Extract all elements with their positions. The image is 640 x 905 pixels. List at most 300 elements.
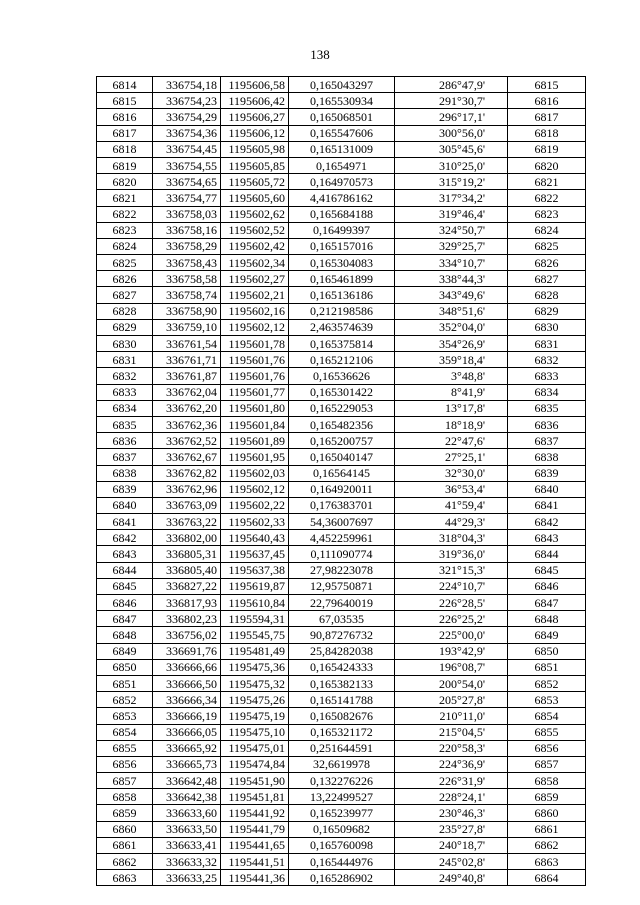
direction-angle-cell: 8°41,9' — [395, 384, 508, 400]
point-cell: 6834 — [97, 400, 153, 416]
point-cell: 6847 — [97, 611, 153, 627]
y-coordinate-cell: 1195601,89 — [221, 433, 289, 449]
next-point-cell: 6835 — [508, 400, 586, 416]
point-cell: 6832 — [97, 368, 153, 384]
point-cell: 6841 — [97, 514, 153, 530]
direction-angle-cell: 300°56,0' — [395, 125, 508, 141]
point-cell: 6849 — [97, 643, 153, 659]
x-coordinate-cell: 336805,31 — [153, 546, 221, 562]
next-point-cell: 6821 — [508, 174, 586, 190]
point-cell: 6836 — [97, 433, 153, 449]
distance-cell: 0,165304083 — [289, 255, 395, 271]
next-point-cell: 6830 — [508, 319, 586, 335]
point-cell: 6850 — [97, 659, 153, 675]
next-point-cell: 6842 — [508, 514, 586, 530]
point-cell: 6828 — [97, 303, 153, 319]
direction-angle-cell: 338°44,3' — [395, 271, 508, 287]
next-point-cell: 6819 — [508, 141, 586, 157]
direction-angle-cell: 286°47,9' — [395, 77, 508, 93]
y-coordinate-cell: 1195610,84 — [221, 595, 289, 611]
point-cell: 6852 — [97, 692, 153, 708]
y-coordinate-cell: 1195637,45 — [221, 546, 289, 562]
distance-cell: 0,165461899 — [289, 271, 395, 287]
table-row — [97, 368, 586, 384]
table-row — [97, 837, 586, 853]
next-point-cell: 6832 — [508, 352, 586, 368]
x-coordinate-cell: 336758,74 — [153, 287, 221, 303]
point-cell: 6821 — [97, 190, 153, 206]
x-coordinate-cell: 336758,90 — [153, 303, 221, 319]
next-point-cell: 6853 — [508, 692, 586, 708]
x-coordinate-cell: 336633,25 — [153, 870, 221, 886]
x-coordinate-cell: 336758,03 — [153, 206, 221, 222]
table-row — [97, 789, 586, 805]
table-row — [97, 708, 586, 724]
direction-angle-cell: 224°36,9' — [395, 756, 508, 772]
distance-cell: 27,98223078 — [289, 562, 395, 578]
next-point-cell: 6829 — [508, 303, 586, 319]
table-row — [97, 773, 586, 789]
next-point-cell: 6823 — [508, 206, 586, 222]
direction-angle-cell: 354°26,9' — [395, 336, 508, 352]
next-point-cell: 6839 — [508, 465, 586, 481]
distance-cell: 0,251644591 — [289, 740, 395, 756]
distance-cell: 0,1654971 — [289, 157, 395, 173]
table-row — [97, 336, 586, 352]
x-coordinate-cell: 336754,77 — [153, 190, 221, 206]
table-row — [97, 319, 586, 335]
point-cell: 6851 — [97, 675, 153, 691]
x-coordinate-cell: 336642,48 — [153, 773, 221, 789]
point-cell: 6861 — [97, 837, 153, 853]
point-cell: 6823 — [97, 222, 153, 238]
direction-angle-cell: 291°30,7' — [395, 93, 508, 109]
distance-cell: 2,463574639 — [289, 319, 395, 335]
direction-angle-cell: 329°25,7' — [395, 238, 508, 254]
y-coordinate-cell: 1195602,12 — [221, 481, 289, 497]
point-cell: 6853 — [97, 708, 153, 724]
y-coordinate-cell: 1195602,12 — [221, 319, 289, 335]
x-coordinate-cell: 336758,58 — [153, 271, 221, 287]
x-coordinate-cell: 336633,60 — [153, 805, 221, 821]
direction-angle-cell: 13°17,8' — [395, 400, 508, 416]
distance-cell: 4,416786162 — [289, 190, 395, 206]
direction-angle-cell: 317°34,2' — [395, 190, 508, 206]
y-coordinate-cell: 1195601,95 — [221, 449, 289, 465]
direction-angle-cell: 324°50,7' — [395, 222, 508, 238]
table-row — [97, 287, 586, 303]
y-coordinate-cell: 1195451,81 — [221, 789, 289, 805]
distance-cell: 0,165157016 — [289, 238, 395, 254]
next-point-cell: 6825 — [508, 238, 586, 254]
x-coordinate-cell: 336817,93 — [153, 595, 221, 611]
next-point-cell: 6855 — [508, 724, 586, 740]
next-point-cell: 6849 — [508, 627, 586, 643]
next-point-cell: 6840 — [508, 481, 586, 497]
direction-angle-cell: 27°25,1' — [395, 449, 508, 465]
table-row — [97, 384, 586, 400]
y-coordinate-cell: 1195545,75 — [221, 627, 289, 643]
point-cell: 6854 — [97, 724, 153, 740]
distance-cell: 0,212198586 — [289, 303, 395, 319]
point-cell: 6843 — [97, 546, 153, 562]
table-row — [97, 692, 586, 708]
point-cell: 6838 — [97, 465, 153, 481]
distance-cell: 0,165760098 — [289, 837, 395, 853]
direction-angle-cell: 18°18,9' — [395, 416, 508, 432]
direction-angle-cell: 44°29,3' — [395, 514, 508, 530]
page-number: 138 — [310, 47, 330, 62]
next-point-cell: 6815 — [508, 77, 586, 93]
x-coordinate-cell: 336761,54 — [153, 336, 221, 352]
y-coordinate-cell: 1195451,90 — [221, 773, 289, 789]
point-cell: 6822 — [97, 206, 153, 222]
table-row — [97, 109, 586, 125]
distance-cell: 0,165131009 — [289, 141, 395, 157]
y-coordinate-cell: 1195601,80 — [221, 400, 289, 416]
x-coordinate-cell: 336633,41 — [153, 837, 221, 853]
table-row — [97, 756, 586, 772]
next-point-cell: 6838 — [508, 449, 586, 465]
direction-angle-cell: 228°24,1' — [395, 789, 508, 805]
point-cell: 6814 — [97, 77, 153, 93]
y-coordinate-cell: 1195602,03 — [221, 465, 289, 481]
x-coordinate-cell: 336666,19 — [153, 708, 221, 724]
y-coordinate-cell: 1195475,36 — [221, 659, 289, 675]
distance-cell: 0,165321172 — [289, 724, 395, 740]
distance-cell: 0,165286902 — [289, 870, 395, 886]
direction-angle-cell: 3°48,8' — [395, 368, 508, 384]
distance-cell: 25,84282038 — [289, 643, 395, 659]
distance-cell: 0,165482356 — [289, 416, 395, 432]
x-coordinate-cell: 336758,16 — [153, 222, 221, 238]
table-row — [97, 821, 586, 837]
y-coordinate-cell: 1195475,10 — [221, 724, 289, 740]
point-cell: 6819 — [97, 157, 153, 173]
distance-cell: 13,22499527 — [289, 789, 395, 805]
direction-angle-cell: 200°54,0' — [395, 675, 508, 691]
y-coordinate-cell: 1195475,19 — [221, 708, 289, 724]
y-coordinate-cell: 1195606,12 — [221, 125, 289, 141]
x-coordinate-cell: 336666,34 — [153, 692, 221, 708]
direction-angle-cell: 226°31,9' — [395, 773, 508, 789]
table-row — [97, 449, 586, 465]
table-row — [97, 497, 586, 513]
x-coordinate-cell: 336666,50 — [153, 675, 221, 691]
x-coordinate-cell: 336762,04 — [153, 384, 221, 400]
distance-cell: 0,165068501 — [289, 109, 395, 125]
table-row — [97, 352, 586, 368]
distance-cell: 0,16499397 — [289, 222, 395, 238]
x-coordinate-cell: 336754,29 — [153, 109, 221, 125]
distance-cell: 90,87276732 — [289, 627, 395, 643]
x-coordinate-cell: 336762,20 — [153, 400, 221, 416]
y-coordinate-cell: 1195605,98 — [221, 141, 289, 157]
next-point-cell: 6848 — [508, 611, 586, 627]
table-row — [97, 416, 586, 432]
x-coordinate-cell: 336754,18 — [153, 77, 221, 93]
direction-angle-cell: 348°51,6' — [395, 303, 508, 319]
next-point-cell: 6854 — [508, 708, 586, 724]
distance-cell: 0,165082676 — [289, 708, 395, 724]
distance-cell: 0,164970573 — [289, 174, 395, 190]
point-cell: 6840 — [97, 497, 153, 513]
direction-angle-cell: 334°10,7' — [395, 255, 508, 271]
table-row — [97, 530, 586, 546]
table-row — [97, 611, 586, 627]
y-coordinate-cell: 1195601,84 — [221, 416, 289, 432]
table-row — [97, 659, 586, 675]
distance-cell: 0,165530934 — [289, 93, 395, 109]
direction-angle-cell: 196°08,7' — [395, 659, 508, 675]
y-coordinate-cell: 1195602,34 — [221, 255, 289, 271]
direction-angle-cell: 230°46,3' — [395, 805, 508, 821]
next-point-cell: 6860 — [508, 805, 586, 821]
y-coordinate-cell: 1195474,84 — [221, 756, 289, 772]
next-point-cell: 6864 — [508, 870, 586, 886]
y-coordinate-cell: 1195441,36 — [221, 870, 289, 886]
table-row — [97, 174, 586, 190]
next-point-cell: 6841 — [508, 497, 586, 513]
x-coordinate-cell: 336763,09 — [153, 497, 221, 513]
x-coordinate-cell: 336754,65 — [153, 174, 221, 190]
point-cell: 6857 — [97, 773, 153, 789]
table-row — [97, 93, 586, 109]
point-cell: 6862 — [97, 854, 153, 870]
coordinates-table — [96, 76, 586, 886]
direction-angle-cell: 343°49,6' — [395, 287, 508, 303]
direction-angle-cell: 249°40,8' — [395, 870, 508, 886]
distance-cell: 4,452259961 — [289, 530, 395, 546]
table-row — [97, 222, 586, 238]
table-row — [97, 433, 586, 449]
distance-cell: 0,165684188 — [289, 206, 395, 222]
point-cell: 6856 — [97, 756, 153, 772]
x-coordinate-cell: 336762,36 — [153, 416, 221, 432]
y-coordinate-cell: 1195594,31 — [221, 611, 289, 627]
next-point-cell: 6818 — [508, 125, 586, 141]
x-coordinate-cell: 336802,23 — [153, 611, 221, 627]
direction-angle-cell: 240°18,7' — [395, 837, 508, 853]
x-coordinate-cell: 336666,05 — [153, 724, 221, 740]
distance-cell: 0,16509682 — [289, 821, 395, 837]
distance-cell: 0,165043297 — [289, 77, 395, 93]
point-cell: 6844 — [97, 562, 153, 578]
x-coordinate-cell: 336827,22 — [153, 578, 221, 594]
x-coordinate-cell: 336691,76 — [153, 643, 221, 659]
y-coordinate-cell: 1195602,52 — [221, 222, 289, 238]
distance-cell: 0,164920011 — [289, 481, 395, 497]
y-coordinate-cell: 1195441,79 — [221, 821, 289, 837]
distance-cell: 67,03535 — [289, 611, 395, 627]
direction-angle-cell: 225°00,0' — [395, 627, 508, 643]
table-row — [97, 546, 586, 562]
y-coordinate-cell: 1195602,27 — [221, 271, 289, 287]
table-row — [97, 514, 586, 530]
distance-cell: 0,165040147 — [289, 449, 395, 465]
point-cell: 6818 — [97, 141, 153, 157]
y-coordinate-cell: 1195605,72 — [221, 174, 289, 190]
next-point-cell: 6852 — [508, 675, 586, 691]
next-point-cell: 6850 — [508, 643, 586, 659]
point-cell: 6825 — [97, 255, 153, 271]
direction-angle-cell: 305°45,6' — [395, 141, 508, 157]
next-point-cell: 6820 — [508, 157, 586, 173]
table-row — [97, 238, 586, 254]
table-row — [97, 190, 586, 206]
table-row — [97, 77, 586, 93]
y-coordinate-cell: 1195637,38 — [221, 562, 289, 578]
next-point-cell: 6837 — [508, 433, 586, 449]
direction-angle-cell: 220°58,3' — [395, 740, 508, 756]
point-cell: 6839 — [97, 481, 153, 497]
y-coordinate-cell: 1195602,62 — [221, 206, 289, 222]
table-row — [97, 627, 586, 643]
point-cell: 6817 — [97, 125, 153, 141]
table-row — [97, 400, 586, 416]
direction-angle-cell: 296°17,1' — [395, 109, 508, 125]
table-row — [97, 870, 586, 886]
next-point-cell: 6834 — [508, 384, 586, 400]
y-coordinate-cell: 1195605,60 — [221, 190, 289, 206]
x-coordinate-cell: 336763,22 — [153, 514, 221, 530]
distance-cell: 0,176383701 — [289, 497, 395, 513]
next-point-cell: 6843 — [508, 530, 586, 546]
point-cell: 6824 — [97, 238, 153, 254]
point-cell: 6827 — [97, 287, 153, 303]
y-coordinate-cell: 1195601,78 — [221, 336, 289, 352]
point-cell: 6860 — [97, 821, 153, 837]
next-point-cell: 6844 — [508, 546, 586, 562]
next-point-cell: 6822 — [508, 190, 586, 206]
point-cell: 6855 — [97, 740, 153, 756]
direction-angle-cell: 226°28,5' — [395, 595, 508, 611]
table-row — [97, 125, 586, 141]
point-cell: 6837 — [97, 449, 153, 465]
x-coordinate-cell: 336666,66 — [153, 659, 221, 675]
table-row — [97, 740, 586, 756]
direction-angle-cell: 318°04,3' — [395, 530, 508, 546]
x-coordinate-cell: 336633,32 — [153, 854, 221, 870]
direction-angle-cell: 22°47,6' — [395, 433, 508, 449]
x-coordinate-cell: 336805,40 — [153, 562, 221, 578]
point-cell: 6846 — [97, 595, 153, 611]
table-row — [97, 595, 586, 611]
table-row — [97, 303, 586, 319]
y-coordinate-cell: 1195602,33 — [221, 514, 289, 530]
next-point-cell: 6833 — [508, 368, 586, 384]
distance-cell: 0,165547606 — [289, 125, 395, 141]
x-coordinate-cell: 336633,50 — [153, 821, 221, 837]
distance-cell: 0,165301422 — [289, 384, 395, 400]
distance-cell: 0,165239977 — [289, 805, 395, 821]
direction-angle-cell: 210°11,0' — [395, 708, 508, 724]
next-point-cell: 6827 — [508, 271, 586, 287]
x-coordinate-cell: 336665,73 — [153, 756, 221, 772]
point-cell: 6831 — [97, 352, 153, 368]
y-coordinate-cell: 1195441,65 — [221, 837, 289, 853]
direction-angle-cell: 41°59,4' — [395, 497, 508, 513]
y-coordinate-cell: 1195602,42 — [221, 238, 289, 254]
distance-cell: 0,165375814 — [289, 336, 395, 352]
table-row — [97, 157, 586, 173]
y-coordinate-cell: 1195475,01 — [221, 740, 289, 756]
point-cell: 6820 — [97, 174, 153, 190]
point-cell: 6835 — [97, 416, 153, 432]
direction-angle-cell: 215°04,5' — [395, 724, 508, 740]
next-point-cell: 6824 — [508, 222, 586, 238]
direction-angle-cell: 319°36,0' — [395, 546, 508, 562]
next-point-cell: 6826 — [508, 255, 586, 271]
x-coordinate-cell: 336762,96 — [153, 481, 221, 497]
direction-angle-cell: 205°27,8' — [395, 692, 508, 708]
direction-angle-cell: 359°18,4' — [395, 352, 508, 368]
next-point-cell: 6862 — [508, 837, 586, 853]
point-cell: 6830 — [97, 336, 153, 352]
x-coordinate-cell: 336754,55 — [153, 157, 221, 173]
y-coordinate-cell: 1195602,16 — [221, 303, 289, 319]
point-cell: 6826 — [97, 271, 153, 287]
direction-angle-cell: 224°10,7' — [395, 578, 508, 594]
next-point-cell: 6856 — [508, 740, 586, 756]
table-row — [97, 271, 586, 287]
x-coordinate-cell: 336762,67 — [153, 449, 221, 465]
x-coordinate-cell: 336665,92 — [153, 740, 221, 756]
direction-angle-cell: 321°15,3' — [395, 562, 508, 578]
x-coordinate-cell: 336762,82 — [153, 465, 221, 481]
direction-angle-cell: 226°25,2' — [395, 611, 508, 627]
y-coordinate-cell: 1195619,87 — [221, 578, 289, 594]
x-coordinate-cell: 336642,38 — [153, 789, 221, 805]
x-coordinate-cell: 336758,43 — [153, 255, 221, 271]
point-cell: 6816 — [97, 109, 153, 125]
table-row — [97, 562, 586, 578]
direction-angle-cell: 319°46,4' — [395, 206, 508, 222]
y-coordinate-cell: 1195640,43 — [221, 530, 289, 546]
y-coordinate-cell: 1195481,49 — [221, 643, 289, 659]
next-point-cell: 6847 — [508, 595, 586, 611]
table-row — [97, 465, 586, 481]
point-cell: 6859 — [97, 805, 153, 821]
table-row — [97, 206, 586, 222]
x-coordinate-cell: 336762,52 — [153, 433, 221, 449]
distance-cell: 0,165229053 — [289, 400, 395, 416]
distance-cell: 0,165136186 — [289, 287, 395, 303]
point-cell: 6842 — [97, 530, 153, 546]
distance-cell: 0,165212106 — [289, 352, 395, 368]
distance-cell: 0,165444976 — [289, 854, 395, 870]
direction-angle-cell: 245°02,8' — [395, 854, 508, 870]
direction-angle-cell: 235°27,8' — [395, 821, 508, 837]
distance-cell: 0,111090774 — [289, 546, 395, 562]
next-point-cell: 6858 — [508, 773, 586, 789]
y-coordinate-cell: 1195602,22 — [221, 497, 289, 513]
x-coordinate-cell: 336759,10 — [153, 319, 221, 335]
distance-cell: 12,95750871 — [289, 578, 395, 594]
y-coordinate-cell: 1195441,92 — [221, 805, 289, 821]
distance-cell: 0,16564145 — [289, 465, 395, 481]
distance-cell: 22,79640019 — [289, 595, 395, 611]
distance-cell: 0,165200757 — [289, 433, 395, 449]
y-coordinate-cell: 1195606,42 — [221, 93, 289, 109]
next-point-cell: 6845 — [508, 562, 586, 578]
table-row — [97, 805, 586, 821]
x-coordinate-cell: 336754,45 — [153, 141, 221, 157]
table-row — [97, 578, 586, 594]
next-point-cell: 6817 — [508, 109, 586, 125]
next-point-cell: 6846 — [508, 578, 586, 594]
distance-cell: 0,165382133 — [289, 675, 395, 691]
